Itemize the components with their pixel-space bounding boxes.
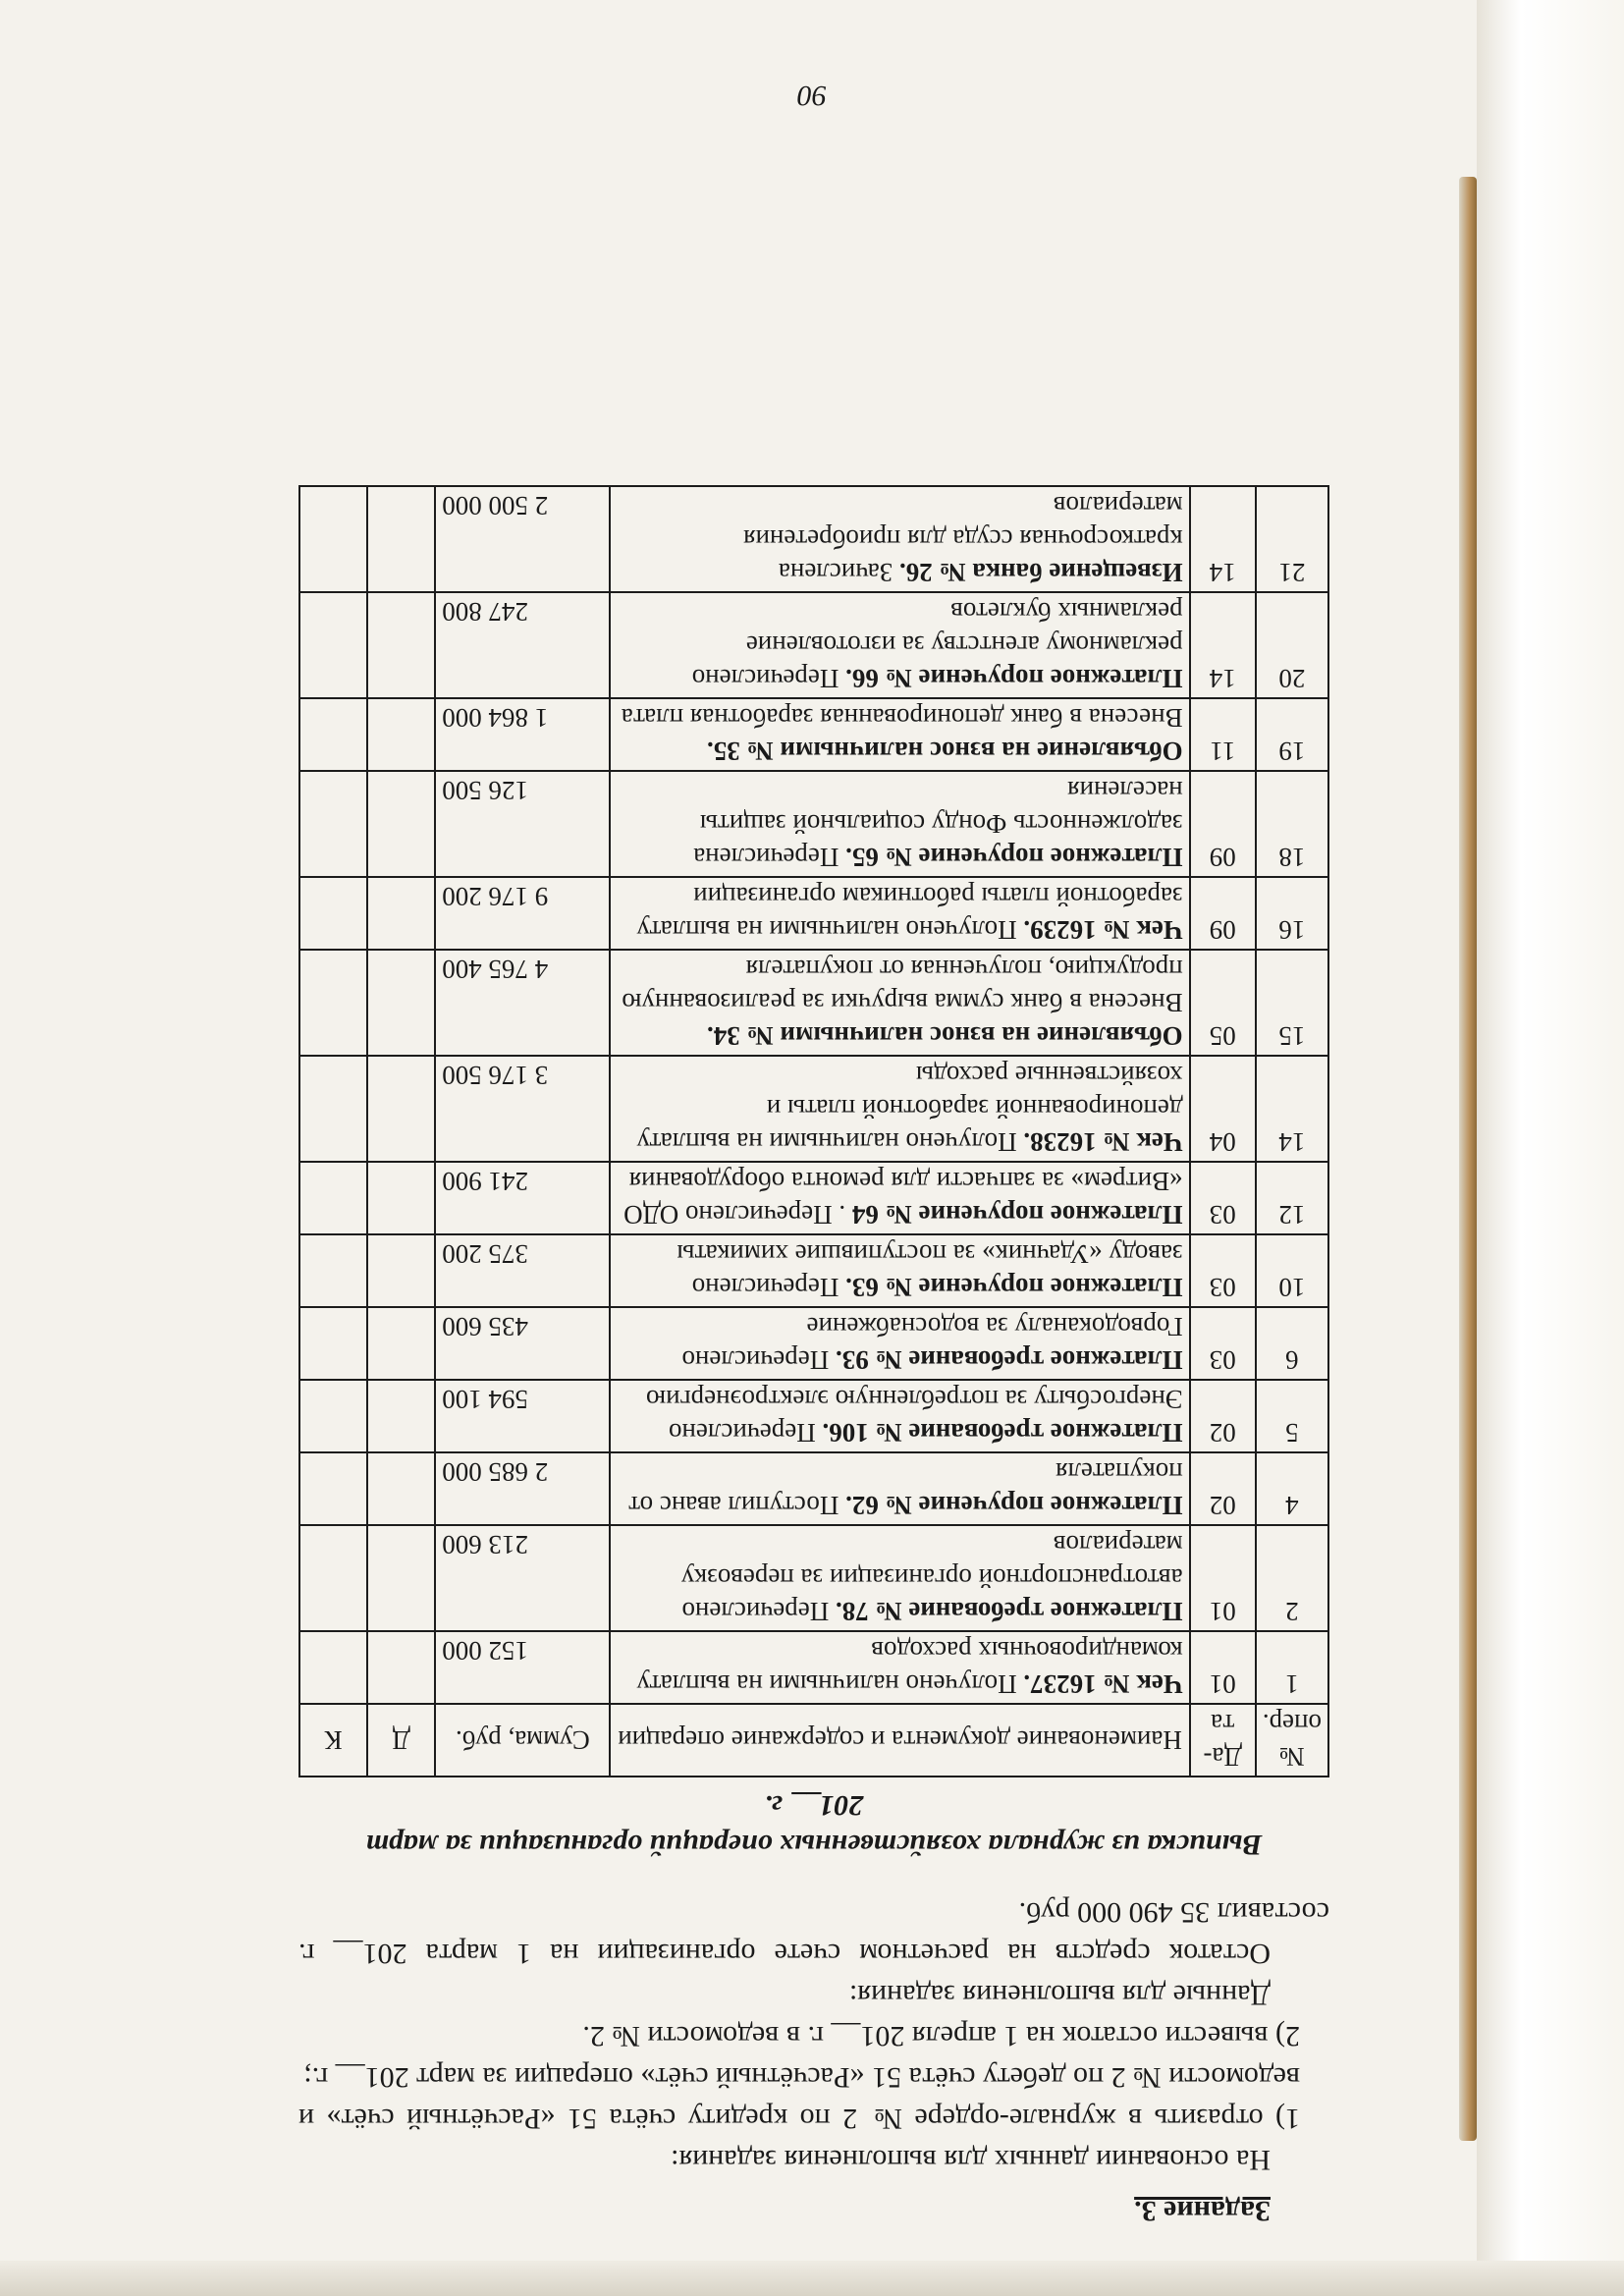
row-number: 4: [1256, 1452, 1328, 1525]
header-no: № опер.: [1256, 1704, 1328, 1777]
row-credit: [299, 1452, 367, 1525]
document-name: Платежное поручение № 66.: [845, 664, 1183, 693]
row-credit: [299, 950, 367, 1056]
row-date: 01: [1190, 1631, 1256, 1704]
row-debit: [367, 1162, 435, 1234]
row-credit: [299, 1234, 367, 1307]
row-description: [610, 1162, 1189, 1234]
row-description: [610, 771, 1189, 877]
row-description: [610, 1452, 1189, 1525]
row-debit: [367, 1056, 435, 1162]
row-number: 15: [1256, 950, 1328, 1056]
operation-text: Поступил аванс от покупателя: [628, 1457, 1183, 1520]
header-sum: Сумма, руб.: [435, 1704, 610, 1777]
row-description: [610, 1631, 1189, 1704]
row-number: 2: [1256, 1525, 1328, 1631]
row-description: [610, 1380, 1189, 1452]
table-row: [299, 1631, 1328, 1704]
document-name: Объявление на взнос наличными № 34.: [707, 1021, 1183, 1051]
operation-text: Получено наличными на выплату командировочных расходов: [636, 1636, 1183, 1699]
operation-text: Получено наличными на выплату депонированной заработной платы и хозяйственные расходы: [636, 1061, 1183, 1157]
row-credit: [299, 771, 367, 877]
operation-text: Зачислена краткосрочная ссуда для приобретения материалов: [743, 491, 1183, 587]
extract-title: [298, 1785, 1329, 1864]
data-heading: Данные для выполнения задания:: [848, 1979, 1271, 2011]
row-description: [610, 592, 1189, 698]
row-description: [610, 1525, 1189, 1631]
row-number: 12: [1256, 1162, 1328, 1234]
table-row: [299, 592, 1328, 698]
row-date: 14: [1190, 486, 1256, 592]
row-sum: 375 200: [435, 1234, 610, 1307]
extract-title-line2: 201__ г.: [764, 1789, 864, 1822]
document-name: Платежное требование № 93.: [835, 1345, 1183, 1375]
row-sum: 9 176 200: [435, 877, 610, 950]
row-description: [610, 1234, 1189, 1307]
row-number: 16: [1256, 877, 1328, 950]
table-row: [299, 1525, 1328, 1631]
document-name: Извещение банка № 26.: [899, 558, 1183, 587]
row-credit: [299, 592, 367, 698]
row-description: [610, 1307, 1189, 1380]
document-name: Чек № 16238.: [1023, 1127, 1183, 1157]
row-sum: 213 600: [435, 1525, 610, 1631]
task-item-1: 1) отразить в журнале-ордере № 2 по кредиту счёта 51 «Расчётный счёт» и ведомости № 2 по дебету счёта 51 «Расчётный счёт» операции за март 201__ г.;: [298, 2061, 1300, 2135]
operation-text: Перечислено автотранспортной организации за перевозку материалов: [680, 1530, 1183, 1626]
document-name: Платежное требование № 106.: [822, 1418, 1183, 1448]
operation-text: . Перечислено ОДО «Витрем» за запчасти для ремонта оборудования: [623, 1167, 1183, 1230]
task-item-2: 2) вывести остаток на 1 апреля 201__ г. в ведомости № 2.: [582, 2020, 1300, 2052]
row-date: 04: [1190, 1056, 1256, 1162]
document-name: Платежное поручение № 63.: [845, 1273, 1183, 1302]
row-sum: 3 176 500: [435, 1056, 610, 1162]
header-date: Да- та: [1190, 1704, 1256, 1777]
row-description: [610, 950, 1189, 1056]
row-sum: 152 000: [435, 1631, 610, 1704]
row-credit: [299, 1631, 367, 1704]
row-debit: [367, 1380, 435, 1452]
row-debit: [367, 1525, 435, 1631]
operation-text: Внесена в банк сумма выручки за реализованную продукцию, полученная от покупателя: [622, 955, 1183, 1017]
row-date: 02: [1190, 1452, 1256, 1525]
table-row: [299, 950, 1328, 1056]
table-row: [299, 1162, 1328, 1234]
table-row: [299, 486, 1328, 592]
header-description: Наименование документа и содержание операции: [610, 1704, 1189, 1777]
row-sum: 435 600: [435, 1307, 610, 1380]
row-credit: [299, 1056, 367, 1162]
row-number: 1: [1256, 1631, 1328, 1704]
document-name: Платежное требование № 78.: [835, 1597, 1183, 1626]
table-row: [299, 877, 1328, 950]
task-title: Задание 3.: [1134, 2195, 1271, 2227]
row-sum: 4 765 400: [435, 950, 610, 1056]
table-row: [299, 1307, 1328, 1380]
row-number: 6: [1256, 1307, 1328, 1380]
header-credit: К: [299, 1704, 367, 1777]
row-sum: 241 900: [435, 1162, 610, 1234]
document-name: Платежное поручение № 64: [851, 1200, 1183, 1230]
row-sum: 594 100: [435, 1380, 610, 1452]
row-credit: [299, 1380, 367, 1452]
row-debit: [367, 1307, 435, 1380]
operation-text: Перечислено рекламному агентству за изготовление рекламных буклетов: [691, 597, 1183, 693]
row-date: 05: [1190, 950, 1256, 1056]
table-row: [299, 1380, 1328, 1452]
row-date: 01: [1190, 1525, 1256, 1631]
document-name: Платежное поручение № 62.: [845, 1491, 1183, 1520]
header-debit: Д: [367, 1704, 435, 1777]
row-date: 02: [1190, 1380, 1256, 1452]
row-debit: [367, 1234, 435, 1307]
operation-text: Перечислено Энергосбыту за потребленную электроэнергию: [645, 1385, 1183, 1448]
row-sum: 126 500: [435, 771, 610, 877]
table-row: [299, 1452, 1328, 1525]
row-debit: [367, 486, 435, 592]
row-description: [610, 698, 1189, 771]
row-description: [610, 486, 1189, 592]
row-number: 5: [1256, 1380, 1328, 1452]
row-date: 03: [1190, 1307, 1256, 1380]
row-number: 19: [1256, 698, 1328, 771]
balance-text: Остаток средств на расчетном счете организации на 1 марта 201__ г. составил 35 490 000 руб.: [298, 1896, 1329, 1970]
row-date: 09: [1190, 771, 1256, 877]
row-date: 09: [1190, 877, 1256, 950]
row-sum: 2 685 000: [435, 1452, 610, 1525]
document-name: Объявление на взнос наличными № 35.: [707, 737, 1183, 766]
operation-text: Получено наличными на выплату заработной платы работникам организации: [636, 882, 1183, 945]
row-sum: 1 864 000: [435, 698, 610, 771]
row-debit: [367, 877, 435, 950]
task-intro: На основании данных для выполнения задания:: [671, 2144, 1271, 2176]
extract-title-line1: Выписка из журнала хозяйственных операций организации за март: [365, 1829, 1263, 1861]
row-number: 14: [1256, 1056, 1328, 1162]
row-description: [610, 877, 1189, 950]
row-date: 14: [1190, 592, 1256, 698]
row-debit: [367, 592, 435, 698]
row-number: 20: [1256, 592, 1328, 698]
page-content: [298, 485, 1329, 2227]
operation-text: Перечислена задолженность Фонду социальной защиты населения: [693, 776, 1183, 872]
row-debit: [367, 698, 435, 771]
row-date: 03: [1190, 1162, 1256, 1234]
operation-text: Перечислено Горводоканалу за водоснабжение: [681, 1312, 1183, 1375]
row-debit: [367, 771, 435, 877]
row-number: 10: [1256, 1234, 1328, 1307]
row-sum: 2 500 000: [435, 486, 610, 592]
row-credit: [299, 1307, 367, 1380]
operation-text: Внесена в банк депонированная заработная плата: [621, 703, 1183, 733]
table-row: [299, 771, 1328, 877]
document-name: Платежное поручение № 65.: [845, 843, 1183, 872]
table-header-row: [299, 1704, 1328, 1777]
row-number: 18: [1256, 771, 1328, 877]
table-row: [299, 1056, 1328, 1162]
operation-text: Перечислено заводу «Удачник» за поступившие химикаты: [677, 1239, 1183, 1302]
row-credit: [299, 1162, 367, 1234]
document-name: Чек № 16237.: [1023, 1669, 1183, 1699]
operations-table: [298, 485, 1329, 1777]
row-sum: 247 800: [435, 592, 610, 698]
row-credit: [299, 877, 367, 950]
row-debit: [367, 1452, 435, 1525]
row-date: 03: [1190, 1234, 1256, 1307]
document-name: Чек № 16239.: [1023, 915, 1183, 945]
row-number: 21: [1256, 486, 1328, 592]
table-row: [299, 1234, 1328, 1307]
page-number: 90: [797, 80, 827, 112]
row-description: [610, 1056, 1189, 1162]
row-debit: [367, 1631, 435, 1704]
row-date: 11: [1190, 698, 1256, 771]
row-credit: [299, 1525, 367, 1631]
row-debit: [367, 950, 435, 1056]
table-row: [299, 698, 1328, 771]
row-credit: [299, 698, 367, 771]
row-credit: [299, 486, 367, 592]
